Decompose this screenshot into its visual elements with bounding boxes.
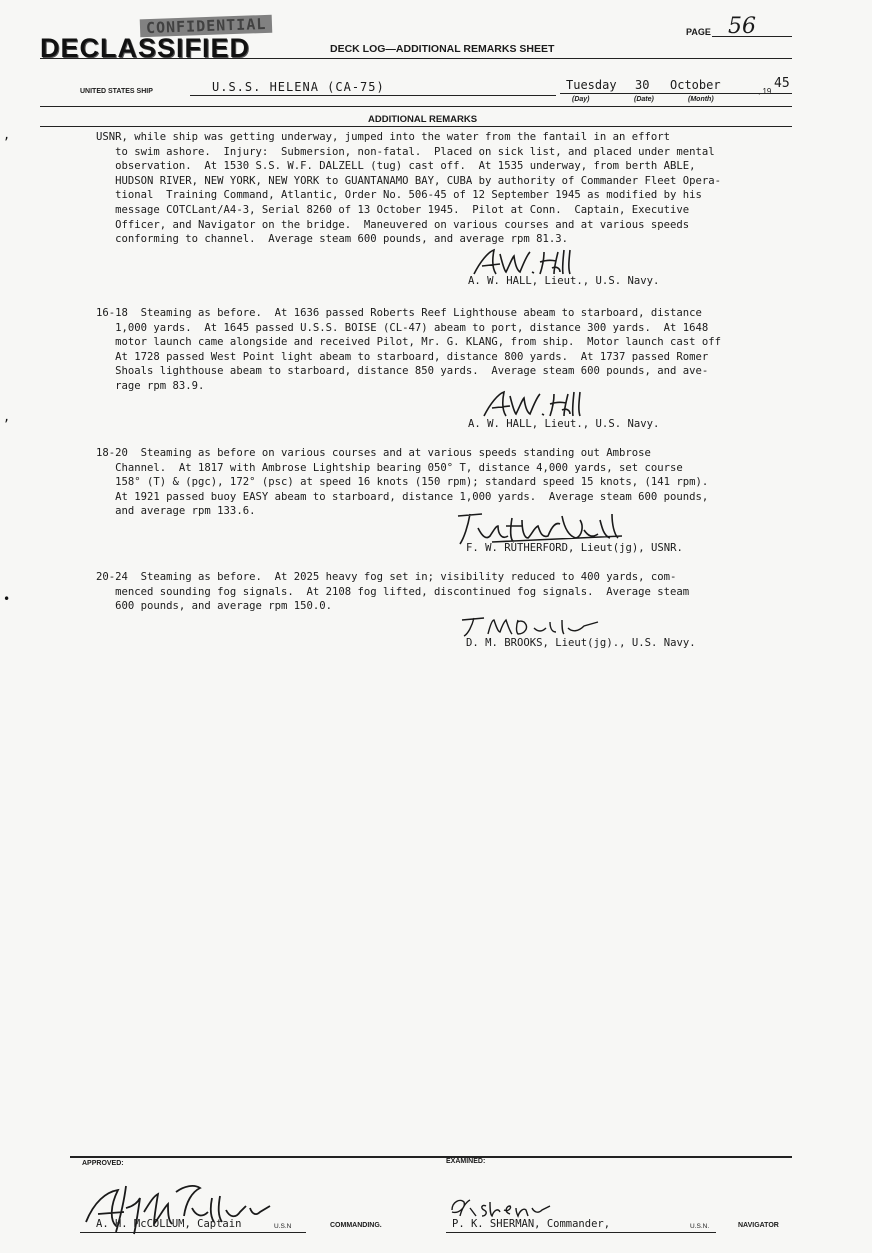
commanding-label: COMMANDING. bbox=[330, 1222, 382, 1229]
handwritten-signature-hall bbox=[480, 388, 590, 420]
sheet-title: DECK LOG—ADDITIONAL REMARKS SHEET bbox=[330, 43, 555, 55]
signature-line: A. W. HALL, Lieut., U.S. Navy. bbox=[468, 418, 660, 430]
ship-name-underline bbox=[190, 95, 556, 96]
header-rule bbox=[40, 58, 792, 59]
log-date: 30 bbox=[635, 78, 650, 92]
date-caption: (Date) bbox=[634, 96, 654, 103]
captain-underline bbox=[80, 1232, 306, 1233]
year-prefix: , 19 bbox=[758, 87, 772, 96]
examined-label: EXAMINED: bbox=[446, 1158, 486, 1165]
confidential-stamp: CONFIDENTIAL bbox=[140, 15, 273, 38]
signature-line: F. W. RUTHERFORD, Lieut(jg), USNR. bbox=[466, 542, 683, 554]
log-day: Tuesday bbox=[566, 78, 617, 92]
page-number-underline bbox=[712, 36, 792, 37]
margin-punch-mark: • bbox=[3, 592, 11, 606]
remark-entry-text: USNR, while ship was getting underway, jumped into the water from the fantail in an effort to swim ashore. Injury: Submersion, non-fatal. Placed on sick list, and placed under mental observation. At 1530 S.S. W.F. DALZELL (tug) cast off. At 1535 underway, from berth ABLE, HUDSON RIVER, NEW YORK, NEW YORK to GUANTANAMO BAY, CUBA by authority of Commander Fleet Opera- tional Training Command, Atlantic, Order No. 506-45 of 12 September 1945 as modified by his message COTCLant/A4-3, Serial 8260 of 13 October 1945. Pilot at Conn. Captain, Executive Officer, and Navigator on the bridge. Maneuvered on various courses and at various speeds conforming to channel. Average steam 600 pounds, and average rpm 81.3. bbox=[96, 131, 722, 246]
page-label: PAGE bbox=[686, 27, 711, 37]
remark-entry-text: 16-18 Steaming as before. At 1636 passed Roberts Reef Lighthouse abeam to starboard, distance 1,000 yards. At 1645 passed U.S.S. BOISE (CL-47) abeam to port, distance 300 yards. At 1648 motor launch came alongside and received Pilot, Mr. G. KLANG, from ship. Motor launch cast off At 1728 passed West Point light abeam to starboard, distance 800 yards. At 1737 passed Romer Shoals lighthouse abeam to starboard, distance 850 yards. Average steam 600 pounds, and ave- rage rpm 83.9. bbox=[96, 307, 722, 392]
footer-rule bbox=[70, 1156, 792, 1158]
remark-entry-text: 18-20 Steaming as before on various courses and at various speeds standing out Ambrose Channel. At 1817 with Ambrose Lightship bearing 050° T, distance 4,000 yards, set course 158° (T) & (pgc), 172° (psc) at speed 16 knots (150 rpm); standard speed 15 knots, (141 rpm). At 1921 passed buoy EASY abeam to starboard, distance 1,000 yards. Average steam 600 pounds, and average rpm 133.6. bbox=[96, 447, 709, 518]
approved-label: APPROVED: bbox=[82, 1160, 124, 1167]
log-month: October bbox=[670, 78, 721, 92]
log-year: 45 bbox=[774, 76, 790, 91]
month-caption: (Month) bbox=[688, 96, 714, 103]
handwritten-signature-mccollum bbox=[80, 1172, 280, 1246]
remark-entry-text: 20-24 Steaming as before. At 2025 heavy fog set in; visibility reduced to 400 yards, com- menced sounding fog signals. At 2108 fog lifted, discontinued fog signals. Average steam 600 pounds, and average rpm 150.0. bbox=[96, 571, 690, 613]
declassified-stamp: DECLASSIFIED bbox=[40, 33, 251, 63]
page-number: 56 bbox=[728, 14, 756, 39]
ship-label: UNITED STATES SHIP bbox=[80, 88, 153, 95]
section-title: ADDITIONAL REMARKS bbox=[368, 114, 478, 125]
day-caption: (Day) bbox=[572, 96, 590, 103]
margin-punch-mark: , bbox=[3, 410, 11, 424]
navigator-label: NAVIGATOR bbox=[738, 1222, 779, 1229]
navigator-service: U.S.N. bbox=[690, 1223, 710, 1230]
section-title-rule bbox=[40, 126, 792, 127]
header-bottom-rule bbox=[40, 106, 792, 107]
date-underline bbox=[560, 93, 792, 94]
captain-name: A. H. McCOLLUM, Captain bbox=[96, 1218, 242, 1230]
margin-punch-mark: , bbox=[3, 128, 11, 142]
signature-line: A. W. HALL, Lieut., U.S. Navy. bbox=[468, 275, 660, 287]
handwritten-signature-hall bbox=[470, 246, 580, 278]
signature-line: D. M. BROOKS, Lieut(jg)., U.S. Navy. bbox=[466, 637, 696, 649]
navigator-underline bbox=[446, 1232, 716, 1233]
captain-service: U.S.N bbox=[274, 1223, 292, 1230]
ship-name: U.S.S. HELENA (CA-75) bbox=[212, 80, 385, 94]
navigator-name: P. K. SHERMAN, Commander, bbox=[452, 1218, 611, 1230]
